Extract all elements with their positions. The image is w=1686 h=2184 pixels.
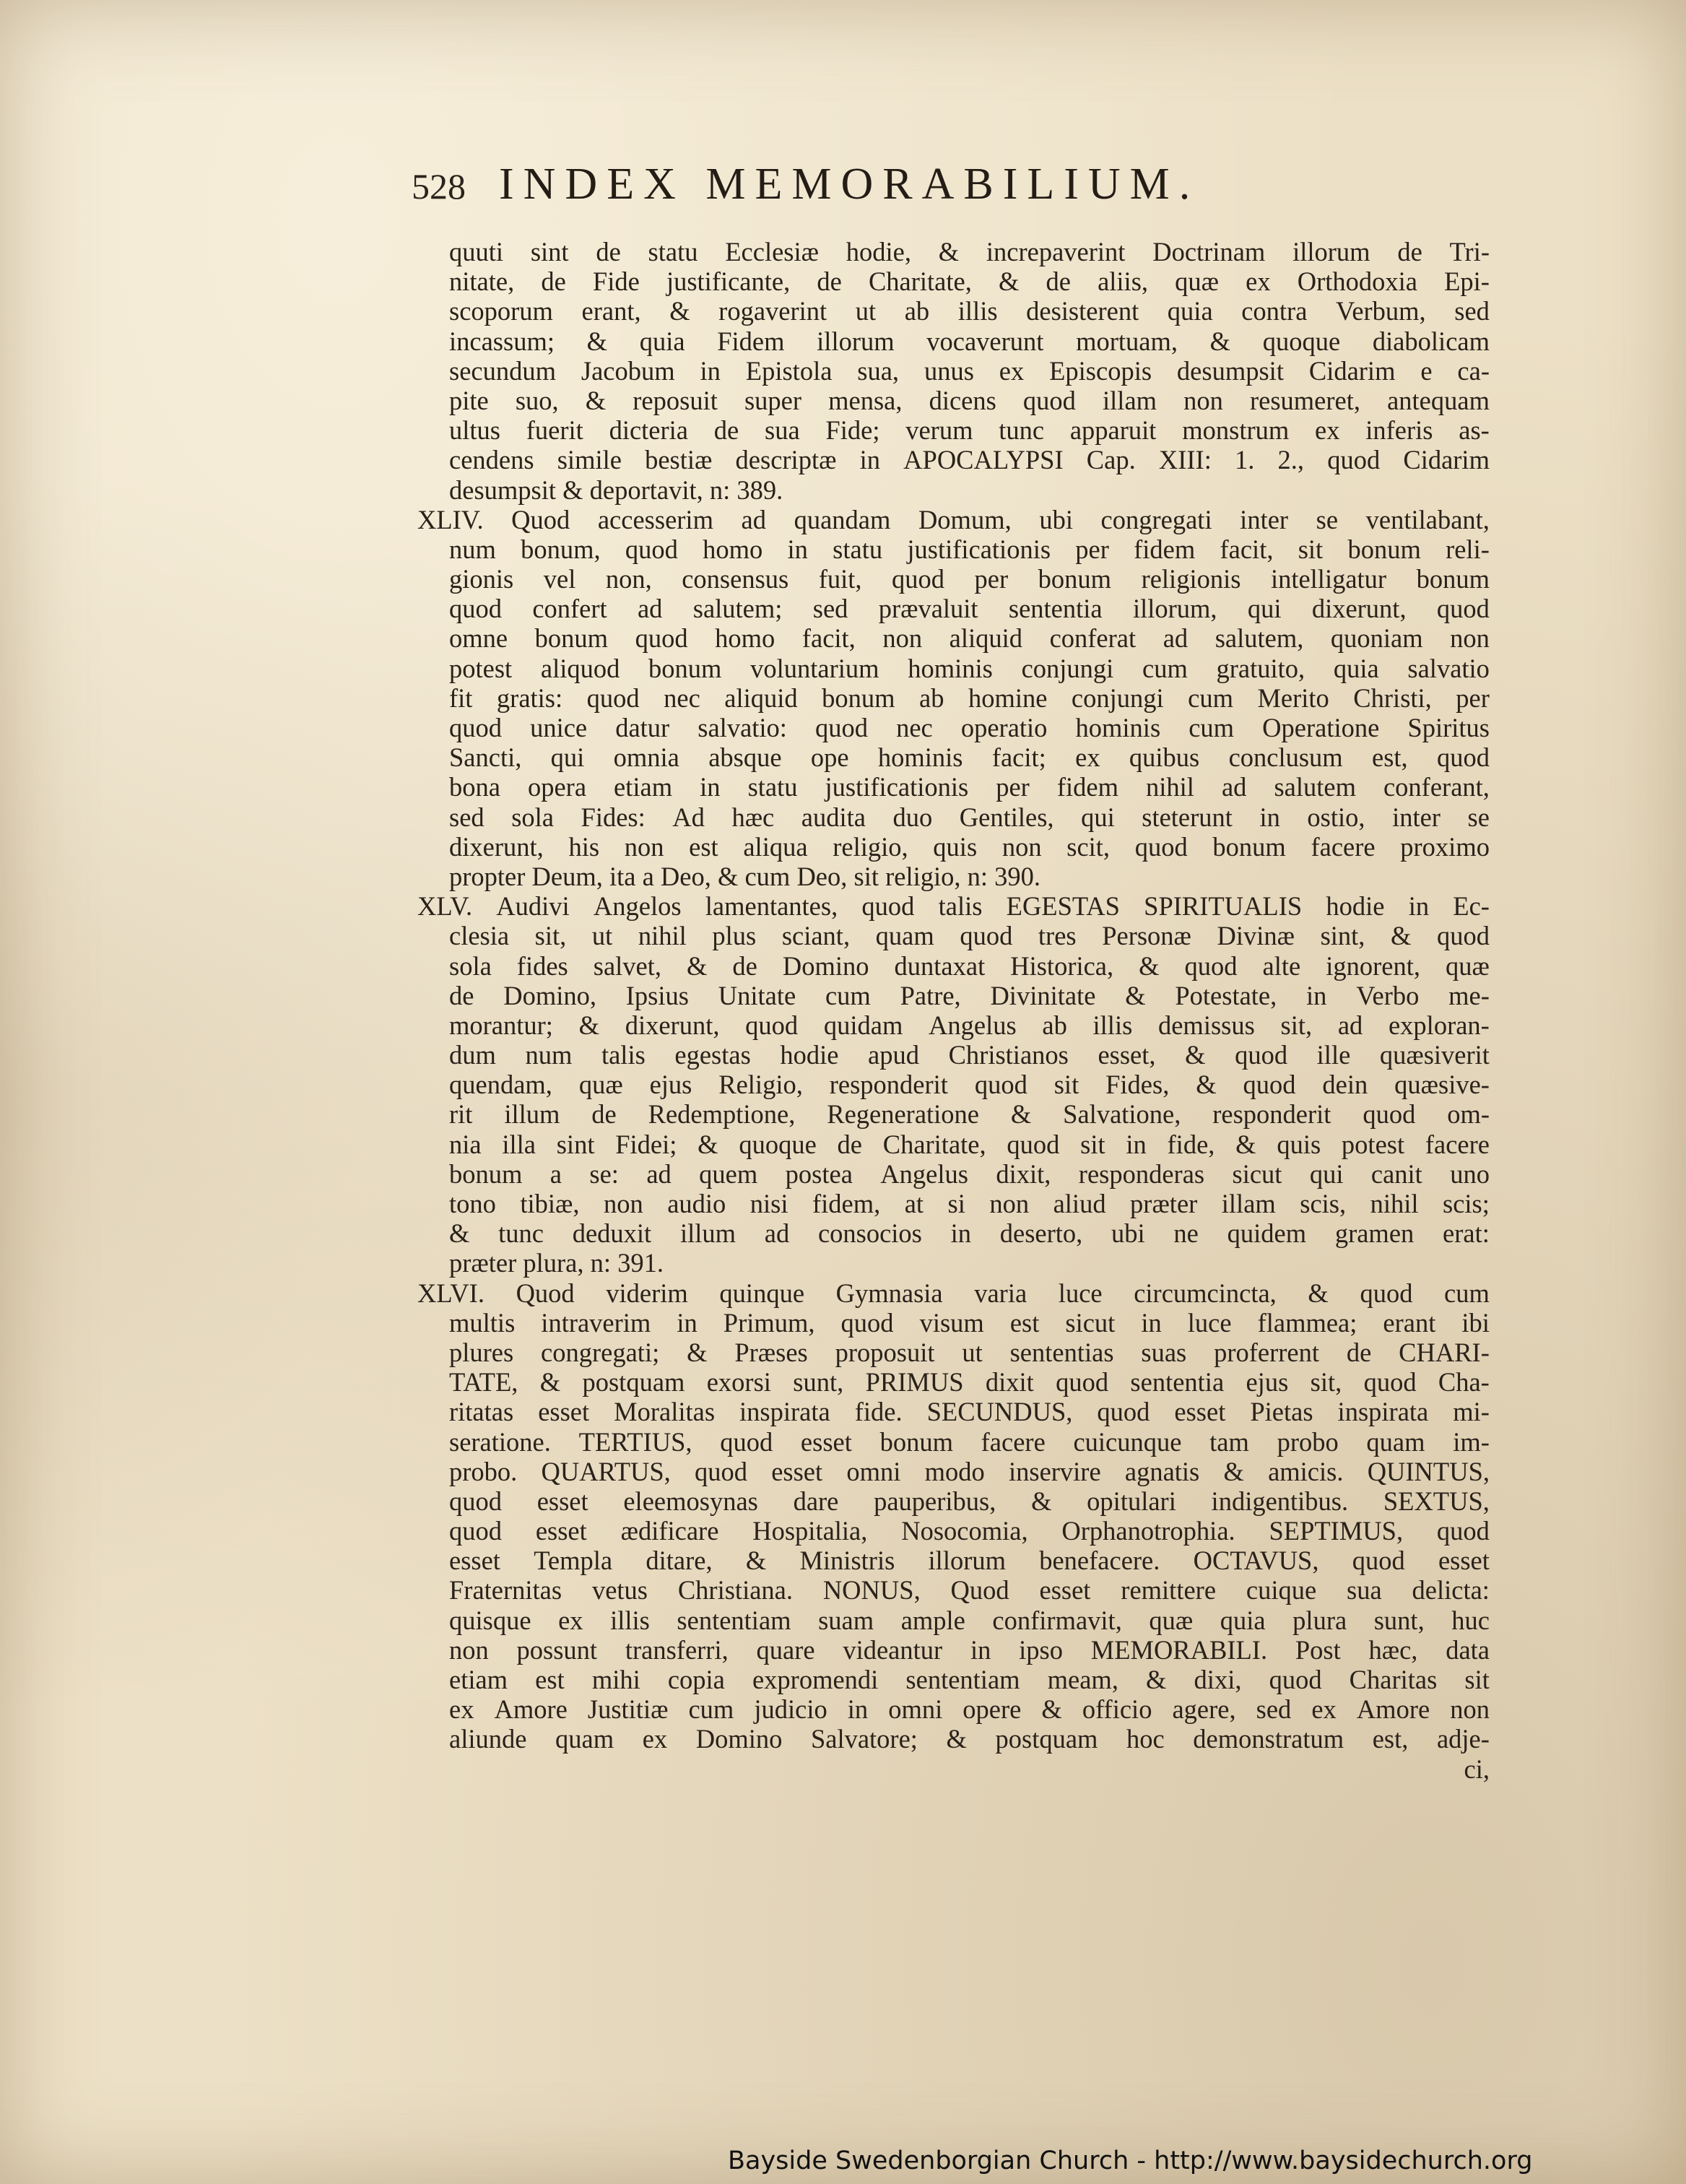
text-line: rit illum de Redemptione, Regeneratione & Salvatione, responderit quod om- bbox=[449, 1099, 1490, 1130]
text-line: clesia sit, ut nihil plus sciant, quam quod tres Personæ Divinæ sint, & quod bbox=[449, 921, 1490, 951]
text-line: Sancti, qui omnia absque ope hominis facit; ex quibus conclusum est, quod bbox=[449, 742, 1490, 773]
text-line: esset Templa ditare, & Ministris illorum benefacere. OCTAVUS, quod esset bbox=[449, 1546, 1490, 1576]
text-line: quuti sint de statu Ecclesiæ hodie, & increpaverint Doctrinam illorum de Tri- bbox=[449, 237, 1490, 266]
text-line: gionis vel non, consensus fuit, quod per bonum religionis intelligatur bonum bbox=[449, 564, 1490, 594]
text-line: XLV. Audivi Angelos lamentantes, quod talis EGESTAS SPIRITUALIS hodie in Ec- bbox=[417, 891, 1490, 922]
text-line: etiam est mihi copia expromendi sententiam meam, & dixi, quod Charitas sit bbox=[449, 1665, 1490, 1694]
text-line: ex Amore Justitiæ cum judicio in omni opere & officio agere, sed ex Amore non bbox=[449, 1694, 1490, 1725]
text-line: nia illa sint Fidei; & quoque de Charitate, quod sit in fide, & quis potest facere bbox=[449, 1129, 1490, 1159]
text-line: propter Deum, ita a Deo, & cum Deo, sit religio, n: 390. bbox=[449, 861, 1041, 891]
text-line: bona opera etiam in statu justificationis per fidem nihil ad salutem conferant, bbox=[449, 772, 1490, 802]
text-line: num bonum, quod homo in statu justificationis per fidem facit, sit bonum reli- bbox=[449, 534, 1490, 564]
text-line: quod confert ad salutem; sed prævaluit sententia illorum, qui dixerunt, quod bbox=[449, 594, 1490, 624]
page-header bbox=[412, 159, 1451, 217]
text-line: quod esset ædificare Hospitalia, Nosocomia, Orphanotrophia. SEPTIMUS, quod bbox=[449, 1516, 1490, 1546]
text-line: scoporum erant, & rogaverint ut ab illis desisterent quia contra Verbum, sed bbox=[449, 296, 1490, 326]
text-line: XLVI. Quod viderim quinque Gymnasia varia luce circumcincta, & quod cum bbox=[417, 1278, 1490, 1308]
text-line: XLIV. Quod accesserim ad quandam Domum, ubi congregati inter se ventilabant, bbox=[417, 504, 1490, 534]
text-line: probo. QUARTUS, quod esset omni modo inservire agnatis & amicis. QUINTUS, bbox=[449, 1456, 1490, 1486]
watermark-credit: Bayside Swedenborgian Church - http://www.baysidechurch.org bbox=[728, 2146, 1533, 2175]
text-line: præter plura, n: 391. bbox=[449, 1248, 664, 1278]
text-line: quod unice datur salvatio: quod nec operatio hominis cum Operatione Spiritus bbox=[449, 713, 1490, 742]
text-line: dum num talis egestas hodie apud Christianos esset, & quod ille quæsiverit bbox=[449, 1040, 1490, 1070]
text-line: ultus fuerit dicteria de sua Fide; verum tunc apparuit monstrum ex inferis as- bbox=[449, 415, 1490, 446]
text-line: quod esset eleemosynas dare pauperibus, & opitulari indigentibus. SEXTUS, bbox=[449, 1486, 1490, 1516]
text-line: morantur; & dixerunt, quod quidam Angelus ab illis demissus sit, ad exploran- bbox=[449, 1010, 1490, 1040]
text-line: fit gratis: quod nec aliquid bonum ab homine conjungi cum Merito Christi, per bbox=[449, 682, 1490, 713]
text-line: pite suo, & reposuit super mensa, dicens quod illam non resumeret, antequam bbox=[449, 385, 1490, 415]
text-line: desumpsit & deportavit, n: 389. bbox=[449, 474, 783, 505]
text-line: sola fides salvet, & de Domino duntaxat Historica, & quod alte ignorent, quæ bbox=[449, 950, 1490, 981]
text-line: TATE, & postquam exorsi sunt, PRIMUS dixit quod sententia ejus sit, quod Cha- bbox=[449, 1367, 1490, 1398]
text-line: cendens simile bestiæ descriptæ in APOCALYPSI Cap. XIII: 1. 2., quod Cidarim bbox=[449, 445, 1490, 475]
text-line: aliunde quam ex Domino Salvatore; & postquam hoc demonstratum est, adje- bbox=[449, 1724, 1490, 1754]
text-line: incassum; & quia Fidem illorum vocaverunt mortuam, & quoque diabolicam bbox=[449, 326, 1490, 356]
text-line: ritatas esset Moralitas inspirata fide. SECUNDUS, quod esset Pietas inspirata mi- bbox=[449, 1397, 1490, 1427]
running-title: INDEX MEMORABILIUM. bbox=[499, 160, 1200, 209]
text-line: Fraternitas vetus Christiana. NONUS, Quod esset remittere cuique sua delicta: bbox=[449, 1575, 1490, 1606]
text-line: seratione. TERTIUS, quod esset bonum facere cuicunque tam probo quam im- bbox=[449, 1426, 1490, 1457]
text-line: de Domino, Ipsius Unitate cum Patre, Divinitate & Potestate, in Verbo me- bbox=[449, 980, 1490, 1010]
text-line: & tunc deduxit illum ad consocios in deserto, ubi ne quidem gramen erat: bbox=[449, 1218, 1490, 1249]
text-line: plures congregati; & Præses proposuit ut sententias suas proferrent de CHARI- bbox=[449, 1337, 1490, 1367]
text-line: bonum a se: ad quem postea Angelus dixit, responderas sicut qui canit uno bbox=[449, 1158, 1490, 1189]
text-line: tono tibiæ, non audio nisi fidem, at si non aliud præter illam scis, nihil scis; bbox=[449, 1189, 1490, 1218]
index-text-body bbox=[417, 237, 1490, 1784]
page-number: 528 bbox=[412, 166, 466, 207]
text-line: quendam, quæ ejus Religio, responderit quod sit Fides, & quod dein quæsive- bbox=[449, 1070, 1490, 1100]
text-line: dixerunt, his non est aliqua religio, quis non scit, quod bonum facere proximo bbox=[449, 831, 1490, 862]
text-line: multis intraverim in Primum, quod visum est sicut in luce flammea; erant ibi bbox=[449, 1307, 1490, 1338]
text-line: quisque ex illis sententiam suam ample confirmavit, quæ quia plura sunt, huc bbox=[449, 1605, 1490, 1635]
text-line: sed sola Fides: Ad hæc audita duo Gentiles, qui steterunt in ostio, inter se bbox=[449, 802, 1490, 832]
text-line: non possunt transferri, quare videantur in ipso MEMORABILI. Post hæc, data bbox=[449, 1634, 1490, 1665]
text-line: nitate, de Fide justificante, de Charitate, & de aliis, quæ ex Orthodoxia Epi- bbox=[449, 266, 1490, 297]
text-line: omne bonum quod homo facit, non aliquid conferat ad salutem, quoniam non bbox=[449, 623, 1490, 654]
text-line: secundum Jacobum in Epistola sua, unus ex Episcopis desumpsit Cidarim e ca- bbox=[449, 355, 1490, 386]
catchword: ci, bbox=[1464, 1754, 1490, 1784]
text-line: potest aliquod bonum voluntarium hominis conjungi cum gratuito, quia salvatio bbox=[449, 653, 1490, 683]
